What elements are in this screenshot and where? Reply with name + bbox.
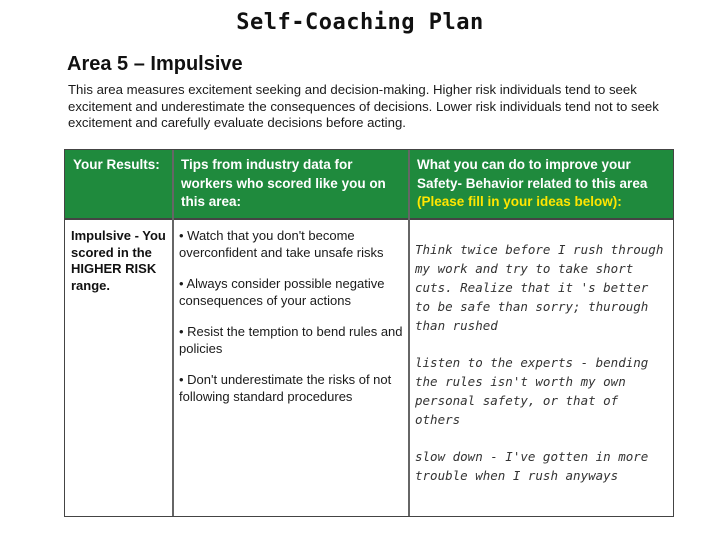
header-improve	[409, 150, 673, 218]
tip-item: • Always consider possible negative consequences of your actions	[179, 276, 385, 308]
coaching-table	[64, 149, 674, 517]
idea-entry[interactable]: slow down - I've gotten in more trouble when I rush anyways	[415, 449, 649, 483]
area-description: This area measures excitement seeking and decision-making. Higher risk individuals tend to seek excitement and underestimate the consequences of decisions. Lower risk individuals tend not to seek excitement and carefully evaluate decisions before acting.	[68, 82, 659, 130]
header-tips	[173, 150, 409, 218]
area-heading: Area 5 – Impulsive	[67, 53, 243, 75]
page-title: Self-Coaching Plan	[236, 10, 484, 35]
header-tips-label: Tips from industry data for workers who scored like you on this area:	[181, 157, 386, 209]
result-cell	[65, 220, 173, 302]
tip-item: • Watch that you don't become overconfident and take unsafe risks	[179, 228, 384, 260]
tips-cell	[173, 220, 409, 428]
header-improve-label: What you can do to improve your Safety- Behavior related to this area	[417, 157, 648, 191]
header-improve-note: (Please fill in your ideas below):	[417, 194, 622, 209]
idea-entry[interactable]: listen to the experts - bending the rules isn't worth my own personal safety, or that of others	[415, 355, 649, 427]
ideas-cell[interactable]	[409, 220, 673, 511]
result-text: Impulsive - You scored in the HIGHER RISK range.	[71, 228, 166, 293]
idea-entry[interactable]: Think twice before I rush through my work and try to take short cuts. Realize that it 's better to be safe than sorry; thurough than rushed	[415, 242, 664, 333]
header-results-label: Your Results:	[73, 157, 160, 172]
tip-item: • Don't underestimate the risks of not following standard procedures	[179, 372, 392, 404]
header-results	[65, 150, 173, 218]
tip-item: • Resist the temption to bend rules and policies	[179, 324, 403, 356]
